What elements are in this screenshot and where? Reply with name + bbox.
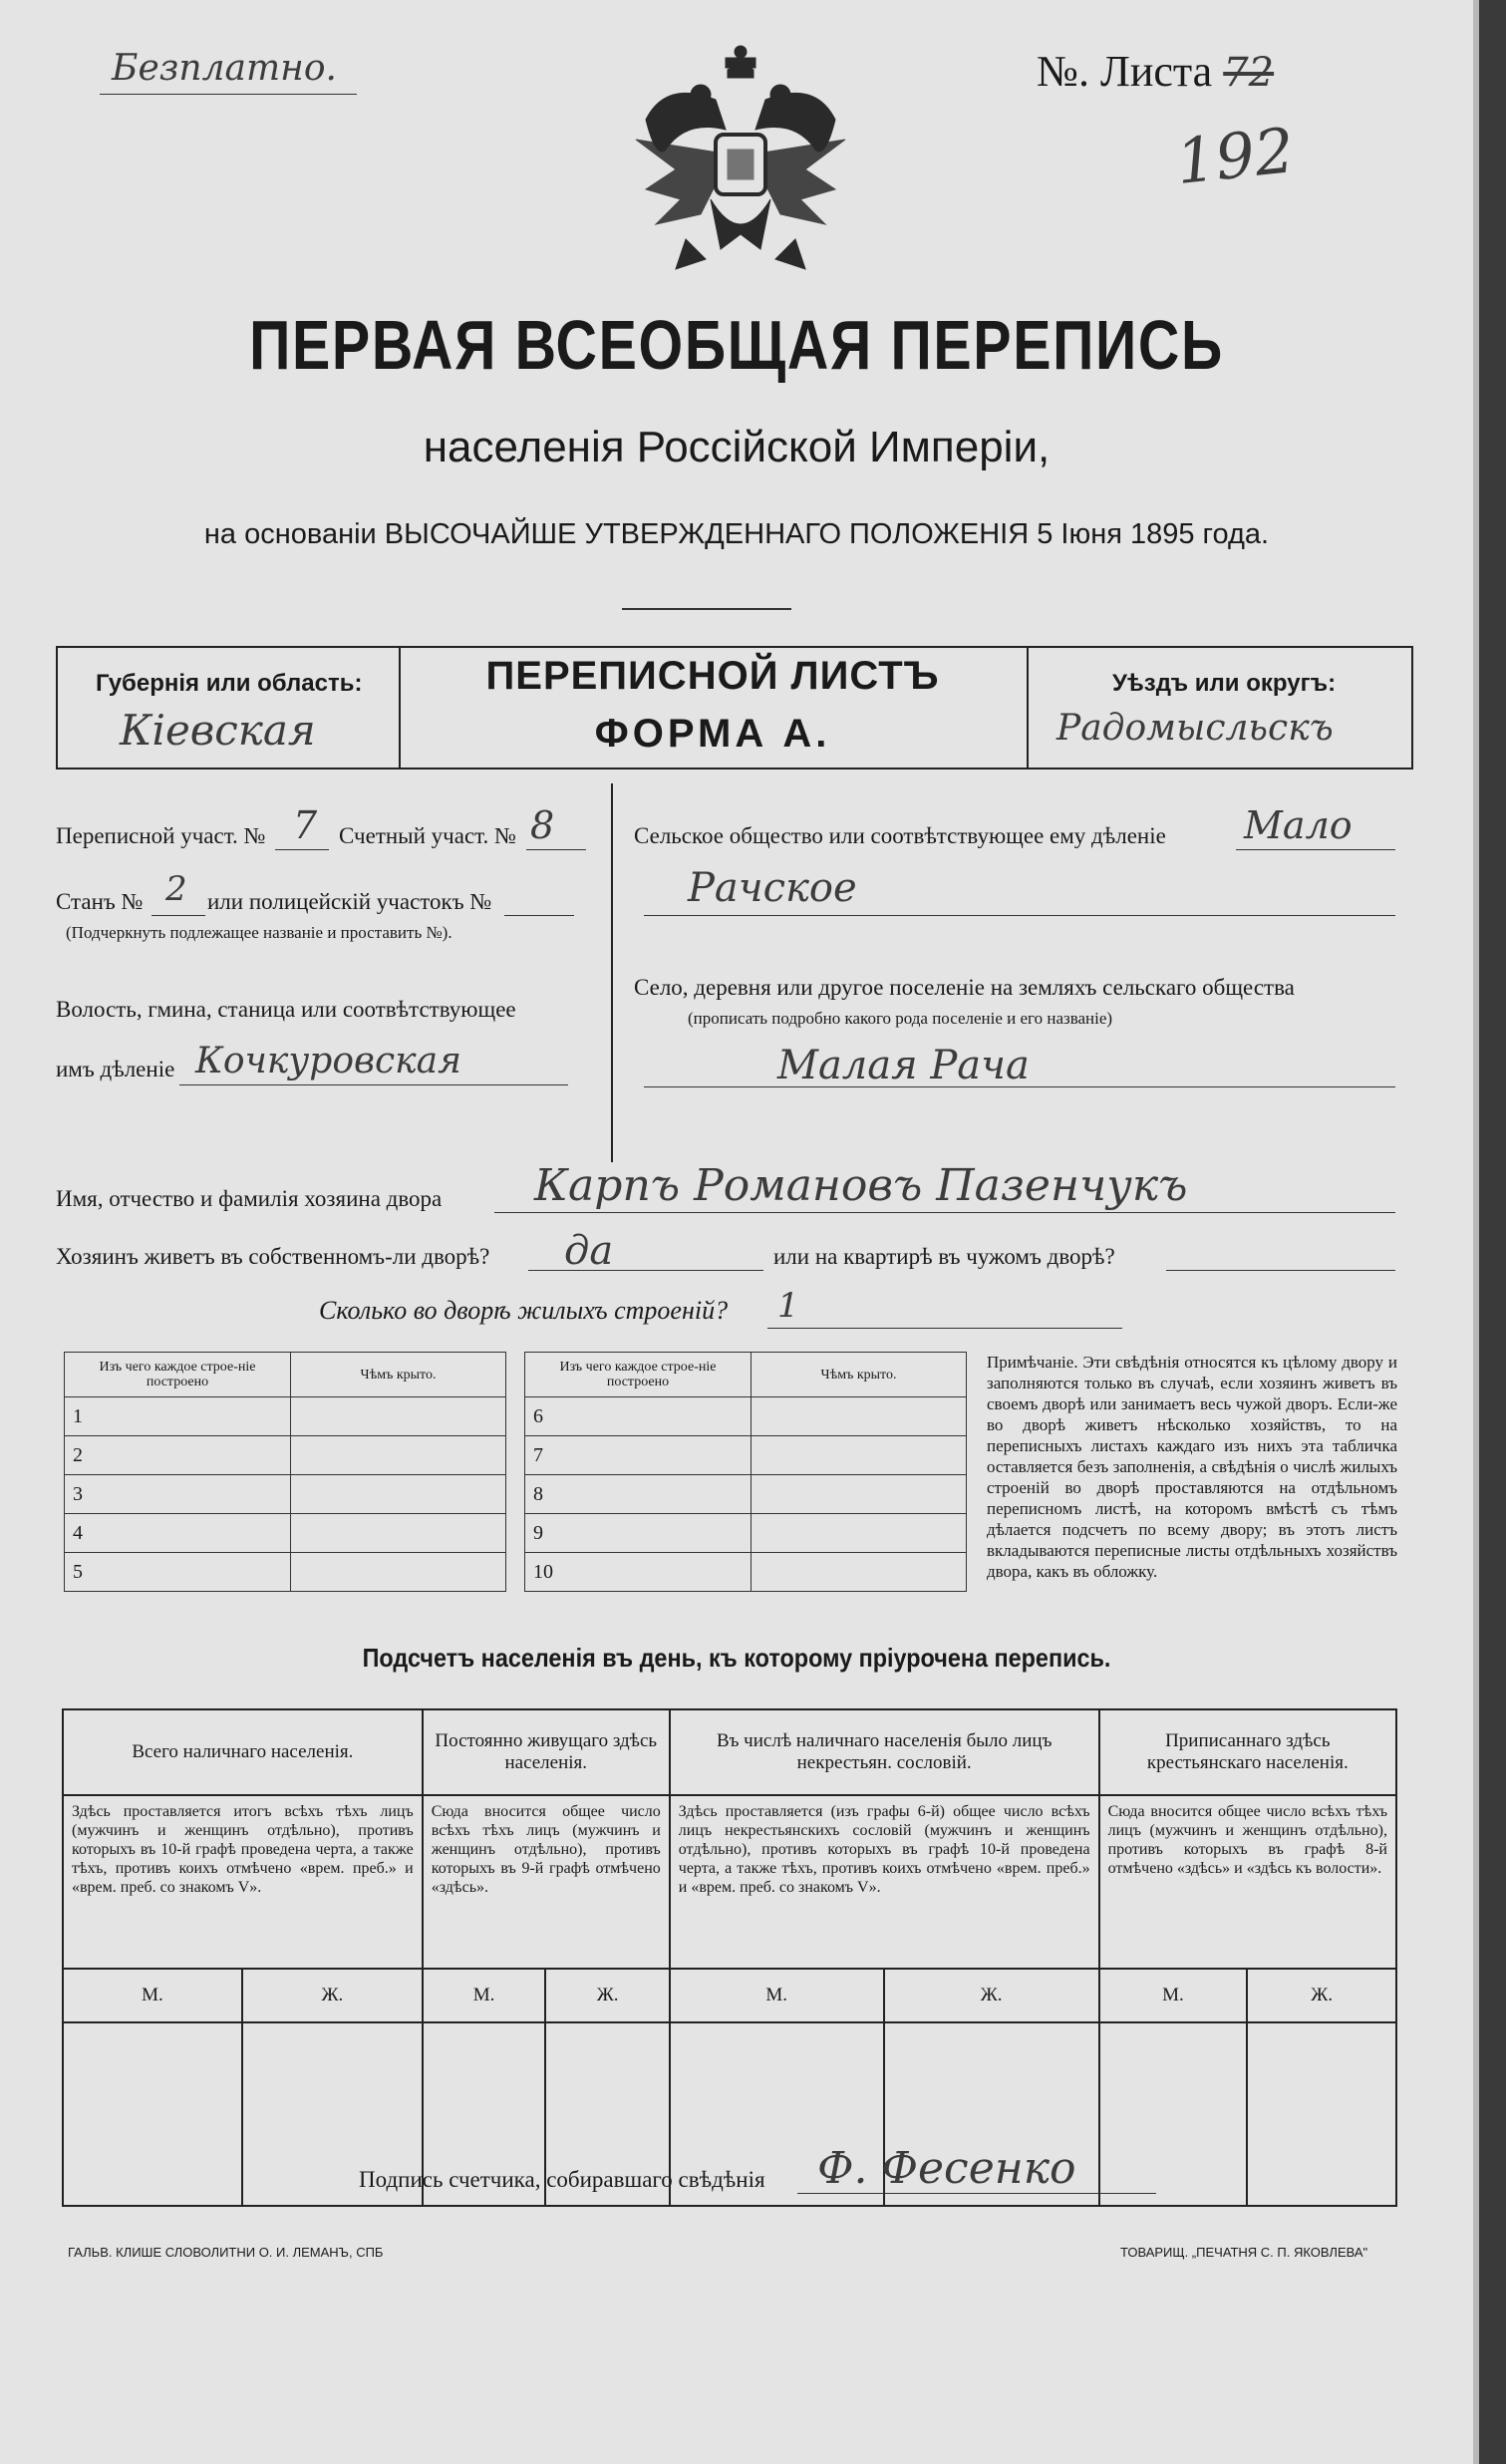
- free-label: Безплатно.: [112, 48, 337, 89]
- police-label: или полицейскій участокъ №: [207, 889, 492, 914]
- own-yard-value[interactable]: да: [564, 1228, 614, 1274]
- table-row: 7: [525, 1436, 967, 1475]
- male-header: М.: [1099, 1969, 1248, 2022]
- table-row: 8: [525, 1475, 967, 1514]
- sheet-title: ПЕРЕПИСНОЙ ЛИСТЪ: [485, 654, 940, 698]
- pop-col-title: Приписаннаго здѣсь крестьянскаго населенія.: [1099, 1709, 1396, 1795]
- legal-basis: на основаніи ВЫСОЧАЙШЕ УТВЕРЖДЕННАГО ПОЛОЖЕНІЯ 5 Іюня 1895 года.: [203, 518, 1270, 550]
- count-cell[interactable]: [1247, 2022, 1396, 2206]
- buildings-value[interactable]: 1: [777, 1286, 799, 1326]
- female-header: Ж.: [884, 1969, 1099, 2022]
- table-row: 9: [525, 1514, 967, 1553]
- selo-note: (прописать подробно какого рода поселеніе и его названіе): [688, 1009, 1113, 1028]
- rent-label: или на квартирѣ въ чужомъ дворѣ?: [773, 1244, 1115, 1269]
- table-row: 3: [65, 1475, 506, 1514]
- female-header: Ж.: [242, 1969, 423, 2022]
- male-header: М.: [670, 1969, 884, 2022]
- pop-col-desc: Сюда вносится общее число всѣхъ тѣхъ лицъ (мужчинъ и женщинъ отдѣльно), противъ которыхъ въ 9-й графѣ отмѣчено «здѣсь».: [423, 1795, 670, 1969]
- sheet-number-struck: 72: [1223, 50, 1275, 96]
- count-cell[interactable]: [1099, 2022, 1248, 2206]
- gubernia-value[interactable]: Кіевская: [120, 706, 316, 755]
- pop-col-title: Въ числѣ наличнаго населенія было лицъ некрестьян. сословій.: [670, 1709, 1099, 1795]
- col-material: Изъ чего каждое строе-ніе построено: [65, 1353, 291, 1397]
- free-underline: [100, 94, 357, 95]
- owner-value[interactable]: Карпъ Романовъ Пазенчукъ: [534, 1160, 1188, 1211]
- selo-value[interactable]: Малая Рача: [777, 1043, 1030, 1088]
- uezd-value[interactable]: Радомысльскъ: [1056, 708, 1334, 749]
- female-header: Ж.: [1247, 1969, 1396, 2022]
- form-bottom-border: [56, 768, 1413, 770]
- male-header: М.: [423, 1969, 546, 2022]
- table-row: 4: [65, 1514, 506, 1553]
- col-roof: Чѣмъ крыто.: [291, 1353, 506, 1397]
- printer-left: ГАЛЬВ. КЛИШЕ СЛОВОЛИТНИ О. И. ЛЕМАНЪ, СПБ: [68, 2245, 384, 2260]
- schetny-value[interactable]: 8: [530, 803, 555, 847]
- form-title: ФОРМА А.: [594, 712, 831, 756]
- volost-value[interactable]: Кочкуровская: [195, 1041, 461, 1081]
- page-subtitle: населенія Россійской Имперіи,: [423, 423, 1051, 471]
- pop-col-desc: Здѣсь проставляется итогъ всѣхъ тѣхъ лицъ (мужчинъ и женщинъ отдѣльно), противъ которыхъ въ 10-й графѣ проведена черта, а также тѣхъ, противъ коихъ отмѣчено «врем. преб.» и «врем. преб. со знакомъ V».: [63, 1795, 423, 1969]
- table-row: 10: [525, 1553, 967, 1592]
- form-top-border: [56, 646, 1413, 648]
- signature-label: Подпись счетчика, собиравшаго свѣдѣнія: [359, 2167, 765, 2192]
- table-row: 5: [65, 1553, 506, 1592]
- ornament-divider: [622, 608, 791, 610]
- pop-col-title: Постоянно живущаго здѣсь населенія.: [423, 1709, 670, 1795]
- fields-divider: [611, 783, 613, 1162]
- volost-label2: имъ дѣленіе: [56, 1057, 175, 1081]
- buildings-table-right: [524, 1352, 967, 1592]
- col-material: Изъ чего каждое строе-ніе построено: [525, 1353, 752, 1397]
- perepisnoy-label: Переписной участ. №: [56, 823, 266, 848]
- male-header: М.: [63, 1969, 242, 2022]
- sheet-number-label: №. Листа 72: [1037, 47, 1275, 96]
- own-yard-label: Хозяинъ живетъ въ собственномъ-ли дворѣ?: [56, 1244, 490, 1269]
- pop-col-desc: Здѣсь проставляется (изъ графы 6-й) общее число всѣхъ лицъ некрестьянскихъ сословій (мужчинъ и женщинъ отдѣльно), противъ которыхъ въ графѣ 10-й проведена черта, а также тѣхъ, противъ коихъ отмѣчено «врем. преб.» и «врем. преб. со знакомъ V».: [670, 1795, 1099, 1969]
- selo-label: Село, деревня или другое поселеніе на земляхъ сельскаго общества: [634, 975, 1295, 1000]
- gubernia-label: Губернія или область:: [96, 670, 363, 697]
- volost-label: Волость, гмина, станица или соотвѣтствующее: [56, 997, 516, 1022]
- selskoe-label: Сельское общество или соотвѣтствующее ему дѣленіе: [634, 823, 1166, 848]
- pop-col-title: Всего наличнаго населенія.: [63, 1709, 423, 1795]
- printer-right: ТОВАРИЩ. „ПЕЧАТНЯ С. П. ЯКОВЛЕВА": [1120, 2245, 1368, 2260]
- perepisnoy-value[interactable]: 7: [293, 803, 318, 847]
- uezd-label: Уѣздъ или округъ:: [1112, 670, 1337, 697]
- stan-value[interactable]: 2: [165, 869, 187, 909]
- count-cell[interactable]: [63, 2022, 242, 2206]
- sheet-number-handwritten: 192: [1172, 114, 1298, 198]
- double-headed-eagle-icon: [616, 40, 865, 289]
- table-row: 1: [65, 1397, 506, 1436]
- pop-col-desc: Сюда вносится общее число всѣхъ тѣхъ лицъ (мужчинъ и женщинъ отдѣльно), противъ которыхъ въ графѣ 8-й отмѣчено «здѣсь» и «здѣсь къ волости».: [1099, 1795, 1396, 1969]
- female-header: Ж.: [545, 1969, 669, 2022]
- schetny-label: Счетный участ. №: [339, 823, 516, 848]
- population-heading: Подсчетъ населенія въ день, къ которому пріурочена перепись.: [362, 1643, 1111, 1673]
- table-row: 6: [525, 1397, 967, 1436]
- selskoe-value2[interactable]: Рачское: [688, 865, 857, 911]
- population-table: [62, 1708, 1397, 2207]
- buildings-label: Сколько во дворѣ жилыхъ строеній?: [319, 1296, 729, 1325]
- buildings-table-left: [64, 1352, 506, 1592]
- table-row: 2: [65, 1436, 506, 1475]
- selskoe-value[interactable]: Мало: [1244, 803, 1353, 847]
- page-title: ПЕРВАЯ ВСЕОБЩАЯ ПЕРЕПИСЬ: [249, 306, 1224, 384]
- note-text: Примѣчаніе. Эти свѣдѣнія относятся къ цѣлому двору и заполняются только въ случаѣ, если хозяинъ живетъ въ своемъ дворѣ или занимаетъ весь чужой дворъ. Если-же во дворѣ живетъ нѣсколько хозяйствъ, то на переписныхъ листахъ каждаго изъ нихъ эта табличка оставляется безъ заполненія, а свѣдѣнія о числѣ жилыхъ строеній во дворѣ проставляются на отдѣльномъ переписномъ листѣ, на которомъ вмѣстѣ съ тѣмъ дѣлается подсчетъ по всему двору; въ этотъ листъ вкладываются переписные листы отдѣльныхъ хозяйствъ двора, какъ въ обложку.: [987, 1353, 1397, 1581]
- police-note: (Подчеркнуть подлежащее названіе и проставить №).: [66, 923, 452, 942]
- signature-value[interactable]: Ф. Фесенко: [817, 2143, 1076, 2194]
- owner-label: Имя, отчество и фамилія хозяина двора: [56, 1186, 443, 1211]
- col-roof: Чѣмъ крыто.: [752, 1353, 967, 1397]
- stan-label: Станъ №: [56, 889, 144, 914]
